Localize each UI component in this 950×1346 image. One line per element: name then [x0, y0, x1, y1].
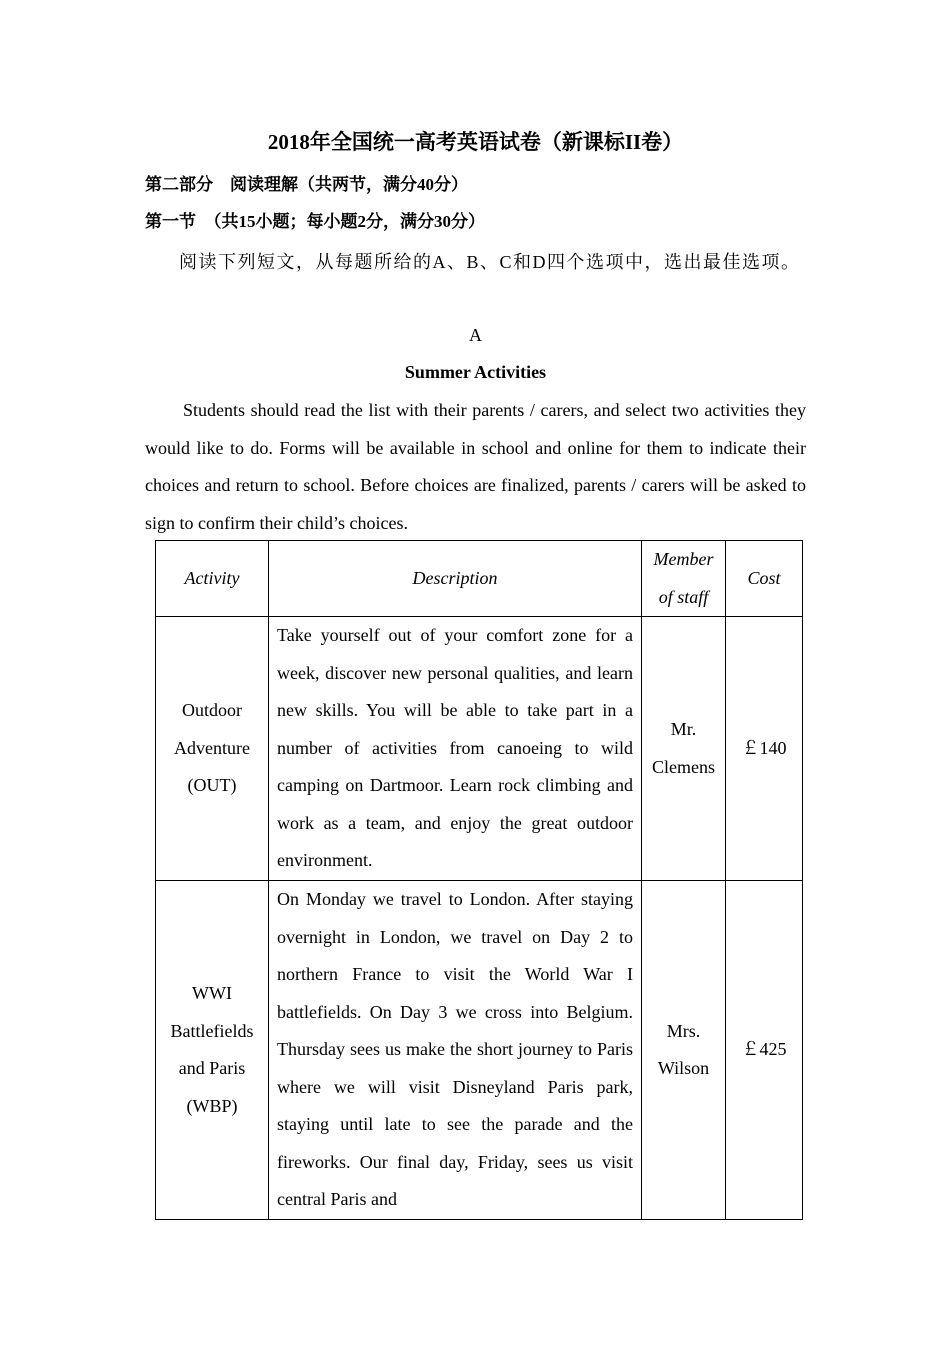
- instructions-text: 阅读下列短文，从每题所给的A、B、C和D四个选项中，选出最佳选项。: [179, 252, 801, 272]
- table-header-row: [156, 541, 803, 617]
- activities-table: [155, 540, 803, 1220]
- page-title: 2018年全国统一高考英语试卷（新课标II卷）: [267, 130, 684, 154]
- passage-title: Summer Activities: [404, 362, 547, 382]
- header-staff: Member of staff: [642, 541, 726, 617]
- description-cell: On Monday we travel to London. After staying overnight in London, we travel on Day 2 to northern France to visit the World War I battlefields. On Day 3 we cross into Belgium. Thursday sees us make the short journey to Paris where we will visit Disneyland Paris park, staying until late to see the parade and the fireworks. Our final day, Friday, sees us visit central Paris and: [269, 881, 642, 1220]
- table-row: [156, 881, 803, 1220]
- staff-cell: Mr. Clemens: [642, 617, 726, 881]
- passage-intro-text: Students should read the list with their parents / carers, and select two activities they would like to do. Forms will be available in school and online for them to indicate their choices and return to school. Before choices are finalized, parents / carers will be asked to sign to confirm their child’s choices.: [145, 400, 806, 533]
- header-activity: Activity: [156, 541, 269, 617]
- table-row: [156, 617, 803, 881]
- section-heading: 第一节 （共15小题；每小题2分，满分30分）: [145, 212, 485, 231]
- cost-cell: ￡140: [726, 617, 803, 881]
- passage-letter: A: [469, 325, 482, 345]
- instructions: [145, 244, 806, 282]
- description-cell: Take yourself out of your comfort zone for a week, discover new personal qualities, and learn new skills. You will be able to take part in a number of activities from canoeing to wild camping on Dartmoor. Learn rock climbing and work as a team, and enjoy the great outdoor environment.: [269, 617, 642, 881]
- activity-cell: WWI Battlefields and Paris (WBP): [156, 881, 269, 1220]
- header-description: Description: [269, 541, 642, 617]
- activity-cell: Outdoor Adventure (OUT): [156, 617, 269, 881]
- passage-intro: [145, 392, 806, 542]
- part-heading: 第二部分 阅读理解（共两节，满分40分）: [145, 175, 468, 194]
- staff-cell: Mrs. Wilson: [642, 881, 726, 1220]
- cost-cell: ￡425: [726, 881, 803, 1220]
- header-cost: Cost: [726, 541, 803, 617]
